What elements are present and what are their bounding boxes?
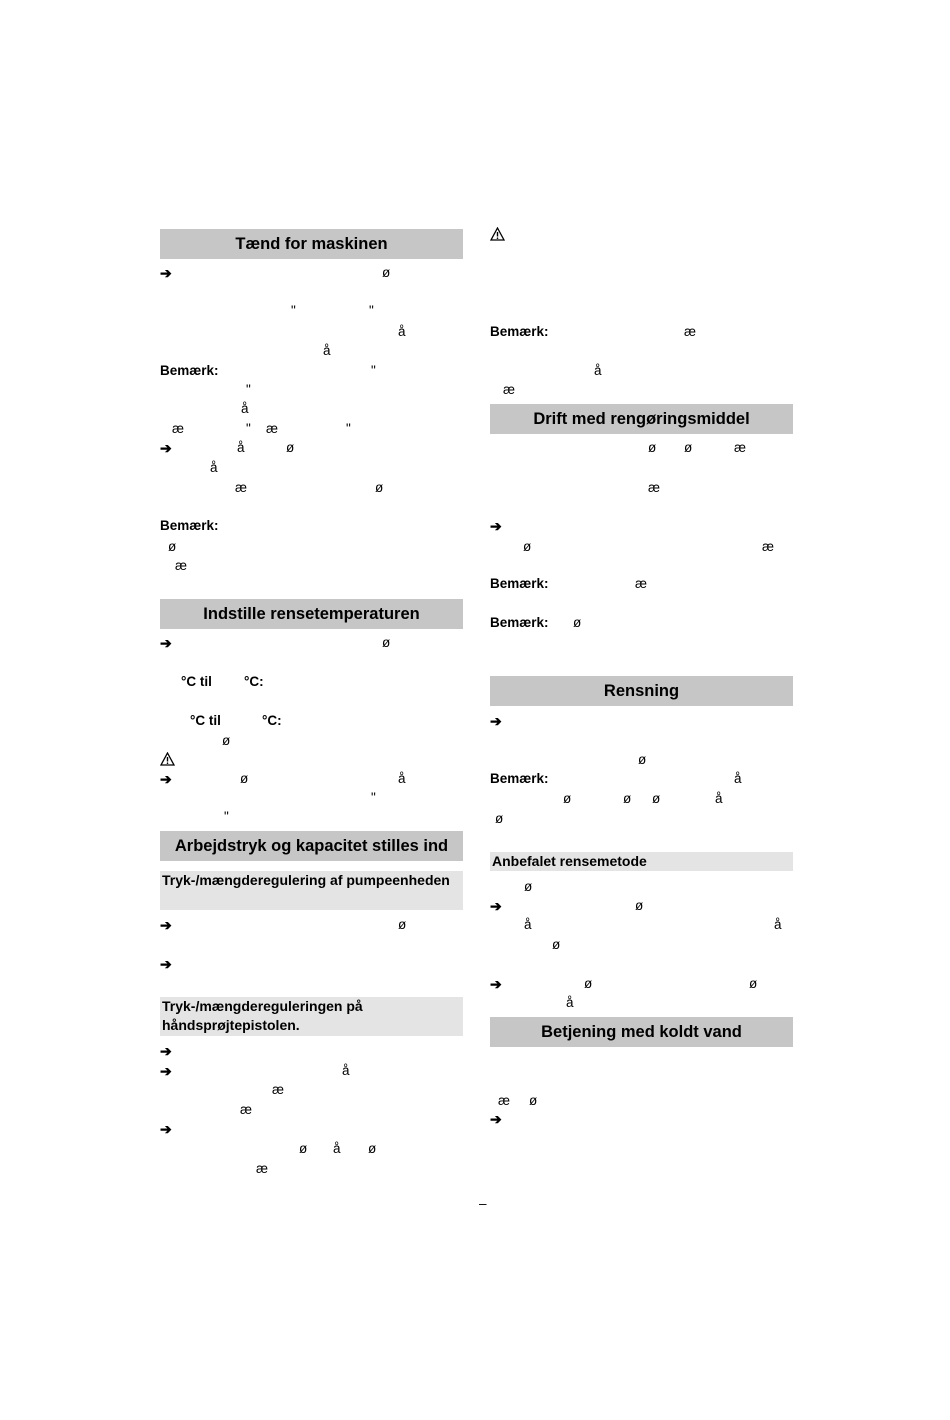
- text-fragment: ø: [375, 480, 384, 495]
- text-fragment: æ: [235, 480, 248, 495]
- text-fragment: æ: [256, 1161, 269, 1176]
- text-fragment: ø: [398, 917, 407, 932]
- text-fragment: ø: [168, 539, 177, 554]
- text-fragment: å: [734, 771, 742, 786]
- text-fragment: ø: [684, 440, 693, 455]
- text-fragment: æ: [734, 440, 747, 455]
- temperature-range-from: °C til: [190, 713, 221, 728]
- text-fragment: ": [369, 303, 374, 318]
- page-number-dash: –: [479, 1196, 487, 1211]
- arrow-right-icon: ➔: [160, 635, 172, 651]
- text-fragment: ø: [222, 733, 231, 748]
- text-fragment: ø: [623, 791, 632, 806]
- heading-indstille-rensetemperaturen: Indstille rensetemperaturen: [160, 599, 463, 629]
- subheading-anbefalet-rensemetode: Anbefalet rensemetode: [490, 852, 793, 871]
- right-column: [490, 0, 793, 1420]
- arrow-right-icon: ➔: [160, 440, 172, 456]
- arrow-right-icon: ➔: [160, 1043, 172, 1059]
- text-fragment: æ: [503, 382, 516, 397]
- arrow-right-icon: ➔: [160, 956, 172, 972]
- text-fragment: ": [346, 421, 351, 436]
- arrow-right-icon: ➔: [160, 917, 172, 933]
- text-fragment: å: [237, 440, 245, 455]
- text-fragment: ø: [286, 440, 295, 455]
- text-fragment: æ: [266, 421, 279, 436]
- text-fragment: ": [246, 382, 251, 397]
- note-label: Bemærk:: [490, 324, 549, 339]
- text-fragment: ø: [495, 811, 504, 826]
- text-fragment: æ: [272, 1082, 285, 1097]
- text-fragment: å: [774, 917, 782, 932]
- text-fragment: æ: [635, 576, 648, 591]
- text-fragment: æ: [648, 480, 661, 495]
- text-fragment: ": [246, 421, 251, 436]
- temperature-range-to: °C:: [262, 713, 282, 728]
- text-fragment: ": [371, 363, 376, 378]
- warning-triangle-icon: [490, 227, 505, 241]
- note-label: Bemærk:: [490, 576, 549, 591]
- text-fragment: å: [398, 324, 406, 339]
- arrow-right-icon: ➔: [490, 898, 502, 914]
- text-fragment: ": [371, 790, 376, 805]
- arrow-right-icon: ➔: [490, 713, 502, 729]
- text-fragment: å: [333, 1141, 341, 1156]
- temperature-range-from: °C til: [181, 674, 212, 689]
- text-fragment: ø: [368, 1141, 377, 1156]
- text-fragment: ø: [573, 615, 582, 630]
- text-fragment: ø: [635, 898, 644, 913]
- text-fragment: æ: [172, 421, 185, 436]
- text-fragment: å: [715, 791, 723, 806]
- subheading-pumpeenheden: Tryk-/mængderegulering af pumpeenheden: [160, 871, 463, 910]
- text-fragment: ø: [523, 539, 532, 554]
- note-label: Bemærk:: [160, 518, 219, 533]
- arrow-right-icon: ➔: [160, 771, 172, 787]
- text-fragment: æ: [240, 1102, 253, 1117]
- text-fragment: ø: [382, 265, 391, 280]
- text-fragment: ø: [299, 1141, 308, 1156]
- arrow-right-icon: ➔: [490, 1111, 502, 1127]
- text-fragment: æ: [684, 324, 697, 339]
- text-fragment: å: [524, 917, 532, 932]
- text-fragment: ø: [529, 1093, 538, 1108]
- text-fragment: æ: [175, 558, 188, 573]
- note-label: Bemærk:: [490, 615, 549, 630]
- arrow-right-icon: ➔: [160, 265, 172, 281]
- arrow-right-icon: ➔: [490, 976, 502, 992]
- text-fragment: å: [241, 401, 249, 416]
- text-fragment: ": [224, 809, 229, 824]
- text-fragment: å: [342, 1063, 350, 1078]
- heading-drift-med-rengoeringsmiddel: Drift med rengøringsmiddel: [490, 404, 793, 434]
- text-fragment: ø: [524, 879, 533, 894]
- text-fragment: ø: [652, 791, 661, 806]
- heading-betjening-med-koldt-vand: Betjening med koldt vand: [490, 1017, 793, 1047]
- text-fragment: æ: [762, 539, 775, 554]
- note-label: Bemærk:: [160, 363, 219, 378]
- temperature-range-to: °C:: [244, 674, 264, 689]
- subheading-haandsproejtepistolen: Tryk-/mængdereguleringen på håndsprøjtepistolen.: [160, 997, 463, 1036]
- warning-triangle-icon: [160, 752, 175, 766]
- text-fragment: ø: [749, 976, 758, 991]
- arrow-right-icon: ➔: [490, 518, 502, 534]
- text-fragment: æ: [498, 1093, 511, 1108]
- text-fragment: å: [398, 771, 406, 786]
- text-fragment: å: [566, 995, 574, 1010]
- text-fragment: å: [210, 460, 218, 475]
- text-fragment: ø: [584, 976, 593, 991]
- text-fragment: ø: [240, 771, 249, 786]
- text-fragment: ø: [648, 440, 657, 455]
- text-fragment: ø: [638, 752, 647, 767]
- note-label: Bemærk:: [490, 771, 549, 786]
- text-fragment: ø: [382, 635, 391, 650]
- text-fragment: å: [594, 363, 602, 378]
- heading-rensning: Rensning: [490, 676, 793, 706]
- text-fragment: å: [323, 343, 331, 358]
- text-fragment: ø: [563, 791, 572, 806]
- arrow-right-icon: ➔: [160, 1121, 172, 1137]
- left-column: [160, 0, 463, 1420]
- text-fragment: ": [291, 303, 296, 318]
- text-fragment: ø: [552, 937, 561, 952]
- arrow-right-icon: ➔: [160, 1063, 172, 1079]
- heading-taend-for-maskinen: Tænd for maskinen: [160, 229, 463, 259]
- heading-arbejdstryk-og-kapacitet: Arbejdstryk og kapacitet stilles ind: [160, 831, 463, 861]
